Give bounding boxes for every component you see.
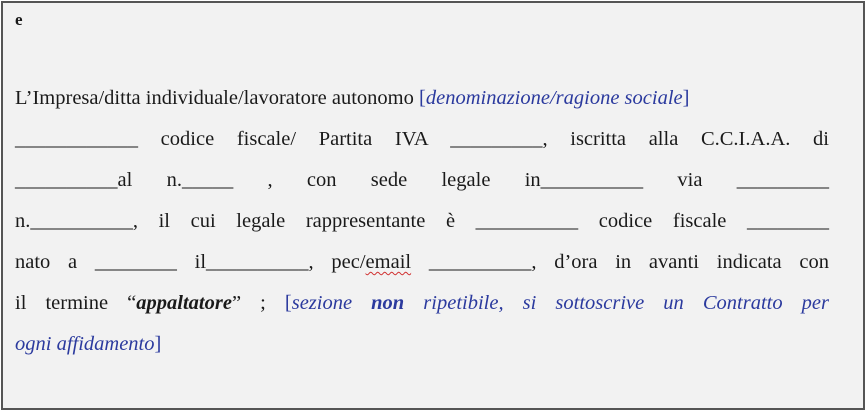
clause-line-2 [15, 127, 829, 151]
clause-text: L’Impresa/ditta individuale/lavoratore autonomo [15, 87, 420, 109]
clause-heading: e [15, 10, 23, 29]
clause-text: nato a ________ il__________, pec/ [15, 251, 366, 273]
clause-line-5 [15, 250, 829, 274]
term-appaltatore: appaltatore [136, 292, 232, 314]
clause-text: ” ; [231, 292, 285, 314]
note-denominazione: denominazione/ragione sociale [425, 87, 683, 109]
spellcheck-word: email [365, 251, 412, 273]
note-ripetibile: ripetibile, si sottoscrive un Contratto per [404, 292, 830, 314]
clause-text: __________al n._____ , con sede legale in__________ via _________ [15, 169, 829, 191]
note-close-bracket: ] [154, 333, 162, 355]
clause-text: __________, d’ora in avanti indicata con [411, 251, 829, 273]
clause-text: il termine “ [15, 292, 137, 314]
clause-text: n.__________, il cui legale rappresentante è __________ codice fiscale ________ [15, 210, 829, 232]
clause-line-3 [15, 168, 829, 192]
note-close-bracket: ] [682, 87, 690, 109]
clause-line-6 [15, 291, 829, 315]
clause-text: ____________ codice fiscale/ Partita IVA _________, iscritta alla C.C.I.A.A. di [15, 128, 829, 150]
clause-line-7 [15, 332, 829, 356]
clause-line-4 [15, 209, 829, 233]
clause-line-1 [15, 86, 829, 110]
contract-clause-box [1, 1, 865, 410]
note-non-emphasis: non [371, 292, 405, 314]
note-open-bracket: [ [419, 87, 426, 109]
note-open-bracket: [ [284, 292, 292, 314]
note-sezione: sezione [291, 292, 372, 314]
note-affidamento: ogni affidamento [15, 333, 155, 355]
